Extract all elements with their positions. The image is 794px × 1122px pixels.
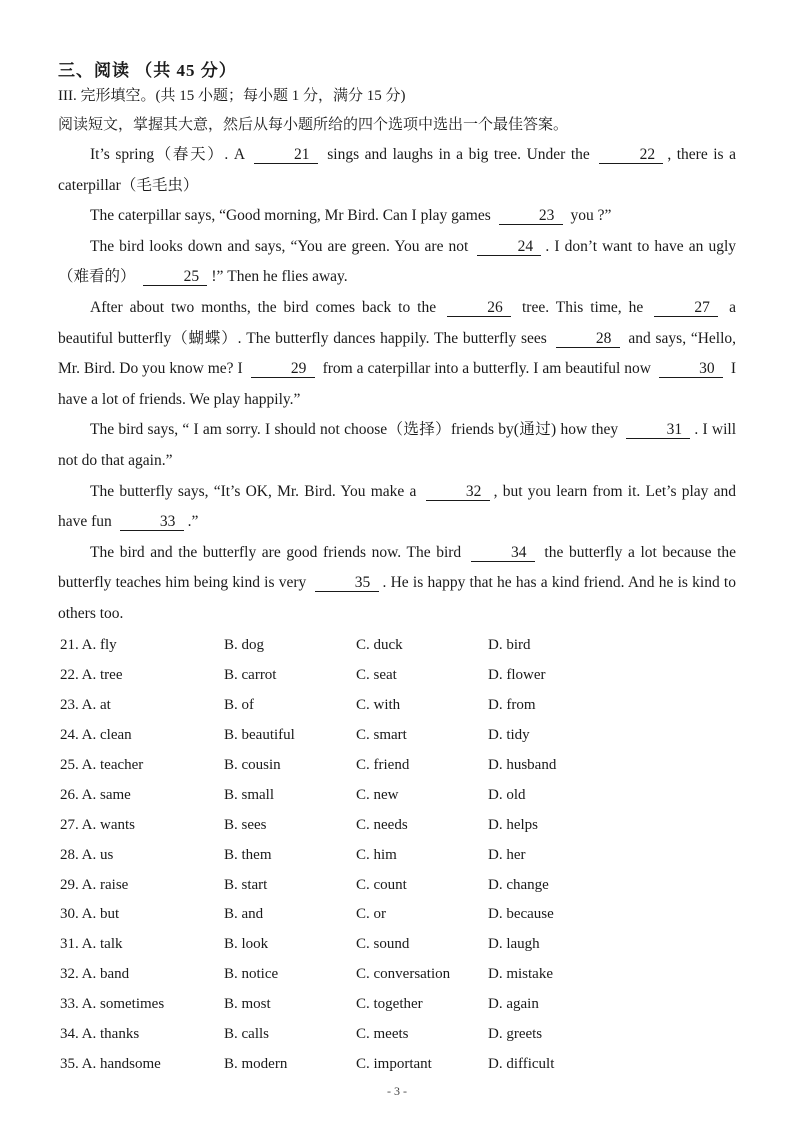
option-b: B. cousin xyxy=(224,757,281,773)
passage-text: the butterfly a lot because the butterfly teaches him being kind is very xyxy=(58,543,737,592)
option-d: D. old xyxy=(488,786,526,803)
option-row-25 xyxy=(58,751,618,781)
option-b: B. start xyxy=(224,876,268,893)
passage-text: The bird says, “ I am sorry. I should not choose（选择）friends by(通过) how they xyxy=(90,421,619,439)
passage-paragraph xyxy=(58,477,736,538)
option-d: D. her xyxy=(488,846,526,863)
option-b: B. and xyxy=(224,906,264,923)
blank-28: 28 xyxy=(556,331,620,348)
blank-25: 25 xyxy=(143,269,207,286)
passage-paragraph xyxy=(58,293,736,415)
option-d: D. husband xyxy=(488,757,557,773)
option-b: B. sees xyxy=(224,816,267,833)
option-row-27 xyxy=(58,810,618,840)
option-b: B. look xyxy=(224,936,269,953)
cloze-subtitle: III. 完形填空。(共 15 小题；每小题 1 分，满分 15 分) xyxy=(58,88,406,104)
blank-29: 29 xyxy=(251,361,315,378)
option-b: B. most xyxy=(224,996,271,1013)
blank-33: 33 xyxy=(120,514,184,531)
option-b: B. small xyxy=(224,786,275,803)
passage-text: The caterpillar says, “Good morning, Mr Bird. Can I play games xyxy=(90,207,491,225)
blank-32: 32 xyxy=(426,484,490,501)
option-c: C. sound xyxy=(356,936,410,953)
passage-paragraph xyxy=(58,538,736,630)
answer-options xyxy=(58,631,618,1079)
option-c: C. him xyxy=(356,846,397,863)
option-row-35 xyxy=(58,1049,618,1079)
option-d: D. bird xyxy=(488,637,531,654)
section-title: 三、阅读 （共 45 分） xyxy=(58,61,237,80)
blank-34: 34 xyxy=(471,545,535,562)
passage-text: After about two months, the bird comes back to the xyxy=(90,298,437,316)
option-b: B. calls xyxy=(224,1026,269,1043)
option-c: C. conversation xyxy=(356,966,451,983)
option-d: D. helps xyxy=(488,816,538,833)
passage-paragraph xyxy=(58,140,736,201)
passage-text: tree. This time, he xyxy=(521,298,644,316)
passage-paragraph xyxy=(58,415,736,476)
option-b: B. carrot xyxy=(224,667,277,684)
option-a: 23. A. at xyxy=(60,697,111,714)
blank-35: 35 xyxy=(315,575,379,592)
blank-30: 30 xyxy=(659,361,723,378)
passage-text: The bird looks down and says, “You are green. You are not xyxy=(90,237,469,255)
option-c: C. smart xyxy=(356,727,407,744)
option-row-31 xyxy=(58,930,618,960)
option-a: 28. A. us xyxy=(60,846,114,863)
option-row-30 xyxy=(58,900,618,930)
option-row-32 xyxy=(58,960,618,990)
option-c: C. with xyxy=(356,697,401,714)
blank-31: 31 xyxy=(626,422,690,439)
passage-text: . I will not do that again.” xyxy=(58,421,737,469)
option-row-22 xyxy=(58,661,618,691)
option-c: C. meets xyxy=(356,1026,409,1043)
option-c: C. or xyxy=(356,906,386,923)
option-a: 34. A. thanks xyxy=(60,1026,140,1043)
option-d: D. change xyxy=(488,876,549,893)
passage-paragraph xyxy=(58,201,736,232)
option-c: C. important xyxy=(356,1055,432,1072)
passage-text: , there is a caterpillar（毛毛虫） xyxy=(58,146,737,194)
passage-text: from a caterpillar into a butterfly. I am beautiful now xyxy=(322,360,651,378)
option-b: B. of xyxy=(224,697,254,714)
option-d: D. from xyxy=(488,697,536,714)
passage-paragraph xyxy=(58,232,736,293)
option-d: D. difficult xyxy=(488,1055,555,1072)
option-d: D. again xyxy=(488,996,539,1013)
blank-23: 23 xyxy=(499,208,563,225)
passage-text: The butterfly says, “It’s OK, Mr. Bird. You make a xyxy=(90,482,417,500)
option-row-24 xyxy=(58,721,618,751)
option-a: 29. A. raise xyxy=(60,876,129,893)
option-row-33 xyxy=(58,990,618,1020)
option-c: C. needs xyxy=(356,816,408,833)
option-a: 25. A. teacher xyxy=(60,757,144,773)
cloze-instructions: 阅读短文，掌握其大意，然后从每小题所给的四个选项中选出一个最佳答案。 xyxy=(58,117,569,133)
passage-text: . He is happy that he has a kind friend. And he is kind to others too. xyxy=(58,574,736,622)
passage-text: , but you learn from it. Let’s play and have fun xyxy=(58,482,737,531)
option-a: 31. A. talk xyxy=(60,936,123,953)
option-d: D. mistake xyxy=(488,966,553,983)
option-a: 33. A. sometimes xyxy=(60,996,165,1013)
passage-text: !” Then he flies away. xyxy=(211,268,348,286)
passage-text: . I don’t want to have an ugly（难看的） xyxy=(58,237,737,286)
option-row-26 xyxy=(58,780,618,810)
blank-21: 21 xyxy=(254,147,318,164)
passage-text: It’s spring（春天）. A xyxy=(90,146,245,163)
option-a: 22. A. tree xyxy=(60,667,123,684)
option-row-21 xyxy=(58,631,618,661)
option-a: 32. A. band xyxy=(60,966,130,983)
passage-text: .” xyxy=(187,513,199,531)
passage-text: The bird and the butterfly are good friends now. The bird xyxy=(90,543,462,561)
blank-27: 27 xyxy=(654,300,718,317)
option-a: 35. A. handsome xyxy=(60,1055,161,1072)
option-row-23 xyxy=(58,691,618,721)
cloze-passage xyxy=(58,140,736,630)
option-b: B. notice xyxy=(224,966,279,983)
option-a: 24. A. clean xyxy=(60,727,132,744)
passage-text: I have a lot of friends. We play happily.” xyxy=(58,360,737,408)
option-d: D. laugh xyxy=(488,936,540,953)
option-a: 21. A. fly xyxy=(60,637,117,654)
passage-text: a beautiful butterfly（蝴蝶）. The butterfly dances happily. The butterfly sees xyxy=(58,298,736,347)
blank-26: 26 xyxy=(447,300,511,317)
option-a: 27. A. wants xyxy=(60,816,135,833)
option-a: 26. A. same xyxy=(60,786,131,803)
passage-text: and says, “Hello, Mr. Bird. Do you know me? I xyxy=(58,329,737,378)
option-c: C. friend xyxy=(356,757,410,773)
option-b: B. modern xyxy=(224,1055,288,1072)
blank-24: 24 xyxy=(477,239,541,256)
option-c: C. together xyxy=(356,996,423,1013)
option-b: B. them xyxy=(224,846,272,863)
option-c: C. duck xyxy=(356,637,403,654)
option-row-29 xyxy=(58,870,618,900)
option-d: D. because xyxy=(488,906,554,923)
option-d: D. greets xyxy=(488,1026,543,1043)
option-d: D. flower xyxy=(488,667,546,684)
option-row-28 xyxy=(58,840,618,870)
blank-22: 22 xyxy=(599,147,663,164)
option-d: D. tidy xyxy=(488,727,530,744)
option-c: C. new xyxy=(356,786,399,803)
option-c: C. seat xyxy=(356,667,397,684)
option-b: B. dog xyxy=(224,637,265,654)
option-a: 30. A. but xyxy=(60,906,120,923)
option-row-34 xyxy=(58,1020,618,1050)
passage-text: you ?” xyxy=(570,207,612,225)
page-number: - 3 - xyxy=(387,1084,407,1098)
passage-text: sings and laughs in a big tree. Under the xyxy=(327,146,590,163)
option-b: B. beautiful xyxy=(224,727,295,744)
option-c: C. count xyxy=(356,876,407,893)
